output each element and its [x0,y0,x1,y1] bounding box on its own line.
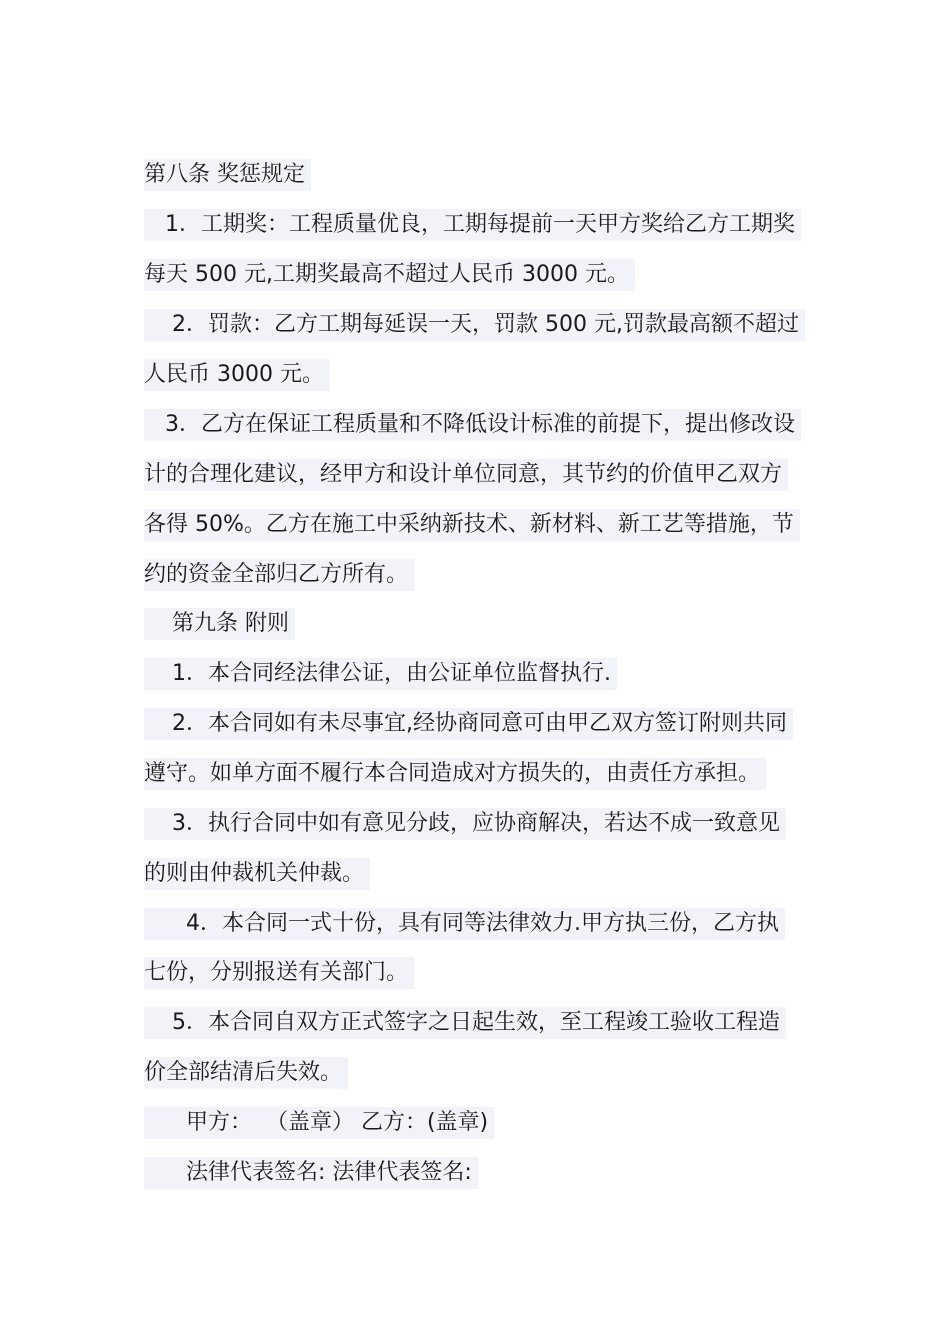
text-line: 2．本合同如有未尽事宜,经协商同意可由甲乙双方签订附则共同 [144,708,793,740]
text-line: 七份，分别报送有关部门。 [144,957,414,989]
text-line: 遵守。如单方面不履行本合同造成对方损失的，由责任方承担。 [144,758,766,790]
signature-party-line: 甲方： （盖章） 乙方：(盖章) [144,1107,494,1139]
text-line: 2．罚款：乙方工期每延误一天，罚款 500 元,罚款最高额不超过 [144,309,805,341]
text-line: 每天 500 元,工期奖最高不超过人民币 3000 元。 [144,259,635,291]
text-line: 价全部结清后失效。 [144,1057,348,1089]
text-line: 1．工期奖：工程质量优良，工期每提前一天甲方奖给乙方工期奖 [144,209,801,241]
article-9-heading: 第九条 附则 [144,608,295,640]
text-line: 3．乙方在保证工程质量和不降低设计标准的前提下，提出修改设 [144,409,801,441]
text-line: 1．本合同经法律公证，由公证单位监督执行. [144,658,617,690]
text-line: 4．本合同一式十份，具有同等法律效力.甲方执三份，乙方执 [144,908,785,940]
text-line: 5．本合同自双方正式签字之日起生效，至工程竣工验收工程造 [144,1007,786,1039]
text-line: 的则由仲裁机关仲裁。 [144,858,370,890]
article-8-heading: 第八条 奖惩规定 [144,159,311,191]
text-line: 3．执行合同中如有意见分歧，应协商解决，若达不成一致意见 [144,808,786,840]
text-line: 各得 50%。乙方在施工中采纳新技术、新材料、新工艺等措施，节 [144,509,800,541]
text-line: 人民币 3000 元。 [144,359,330,391]
text-line: 约的资金全部归乙方所有。 [144,559,414,591]
text-line: 计的合理化建议，经甲方和设计单位同意，其节约的价值甲乙双方 [144,459,788,491]
signature-representative-line: 法律代表签名: 法律代表签名: [144,1157,478,1189]
